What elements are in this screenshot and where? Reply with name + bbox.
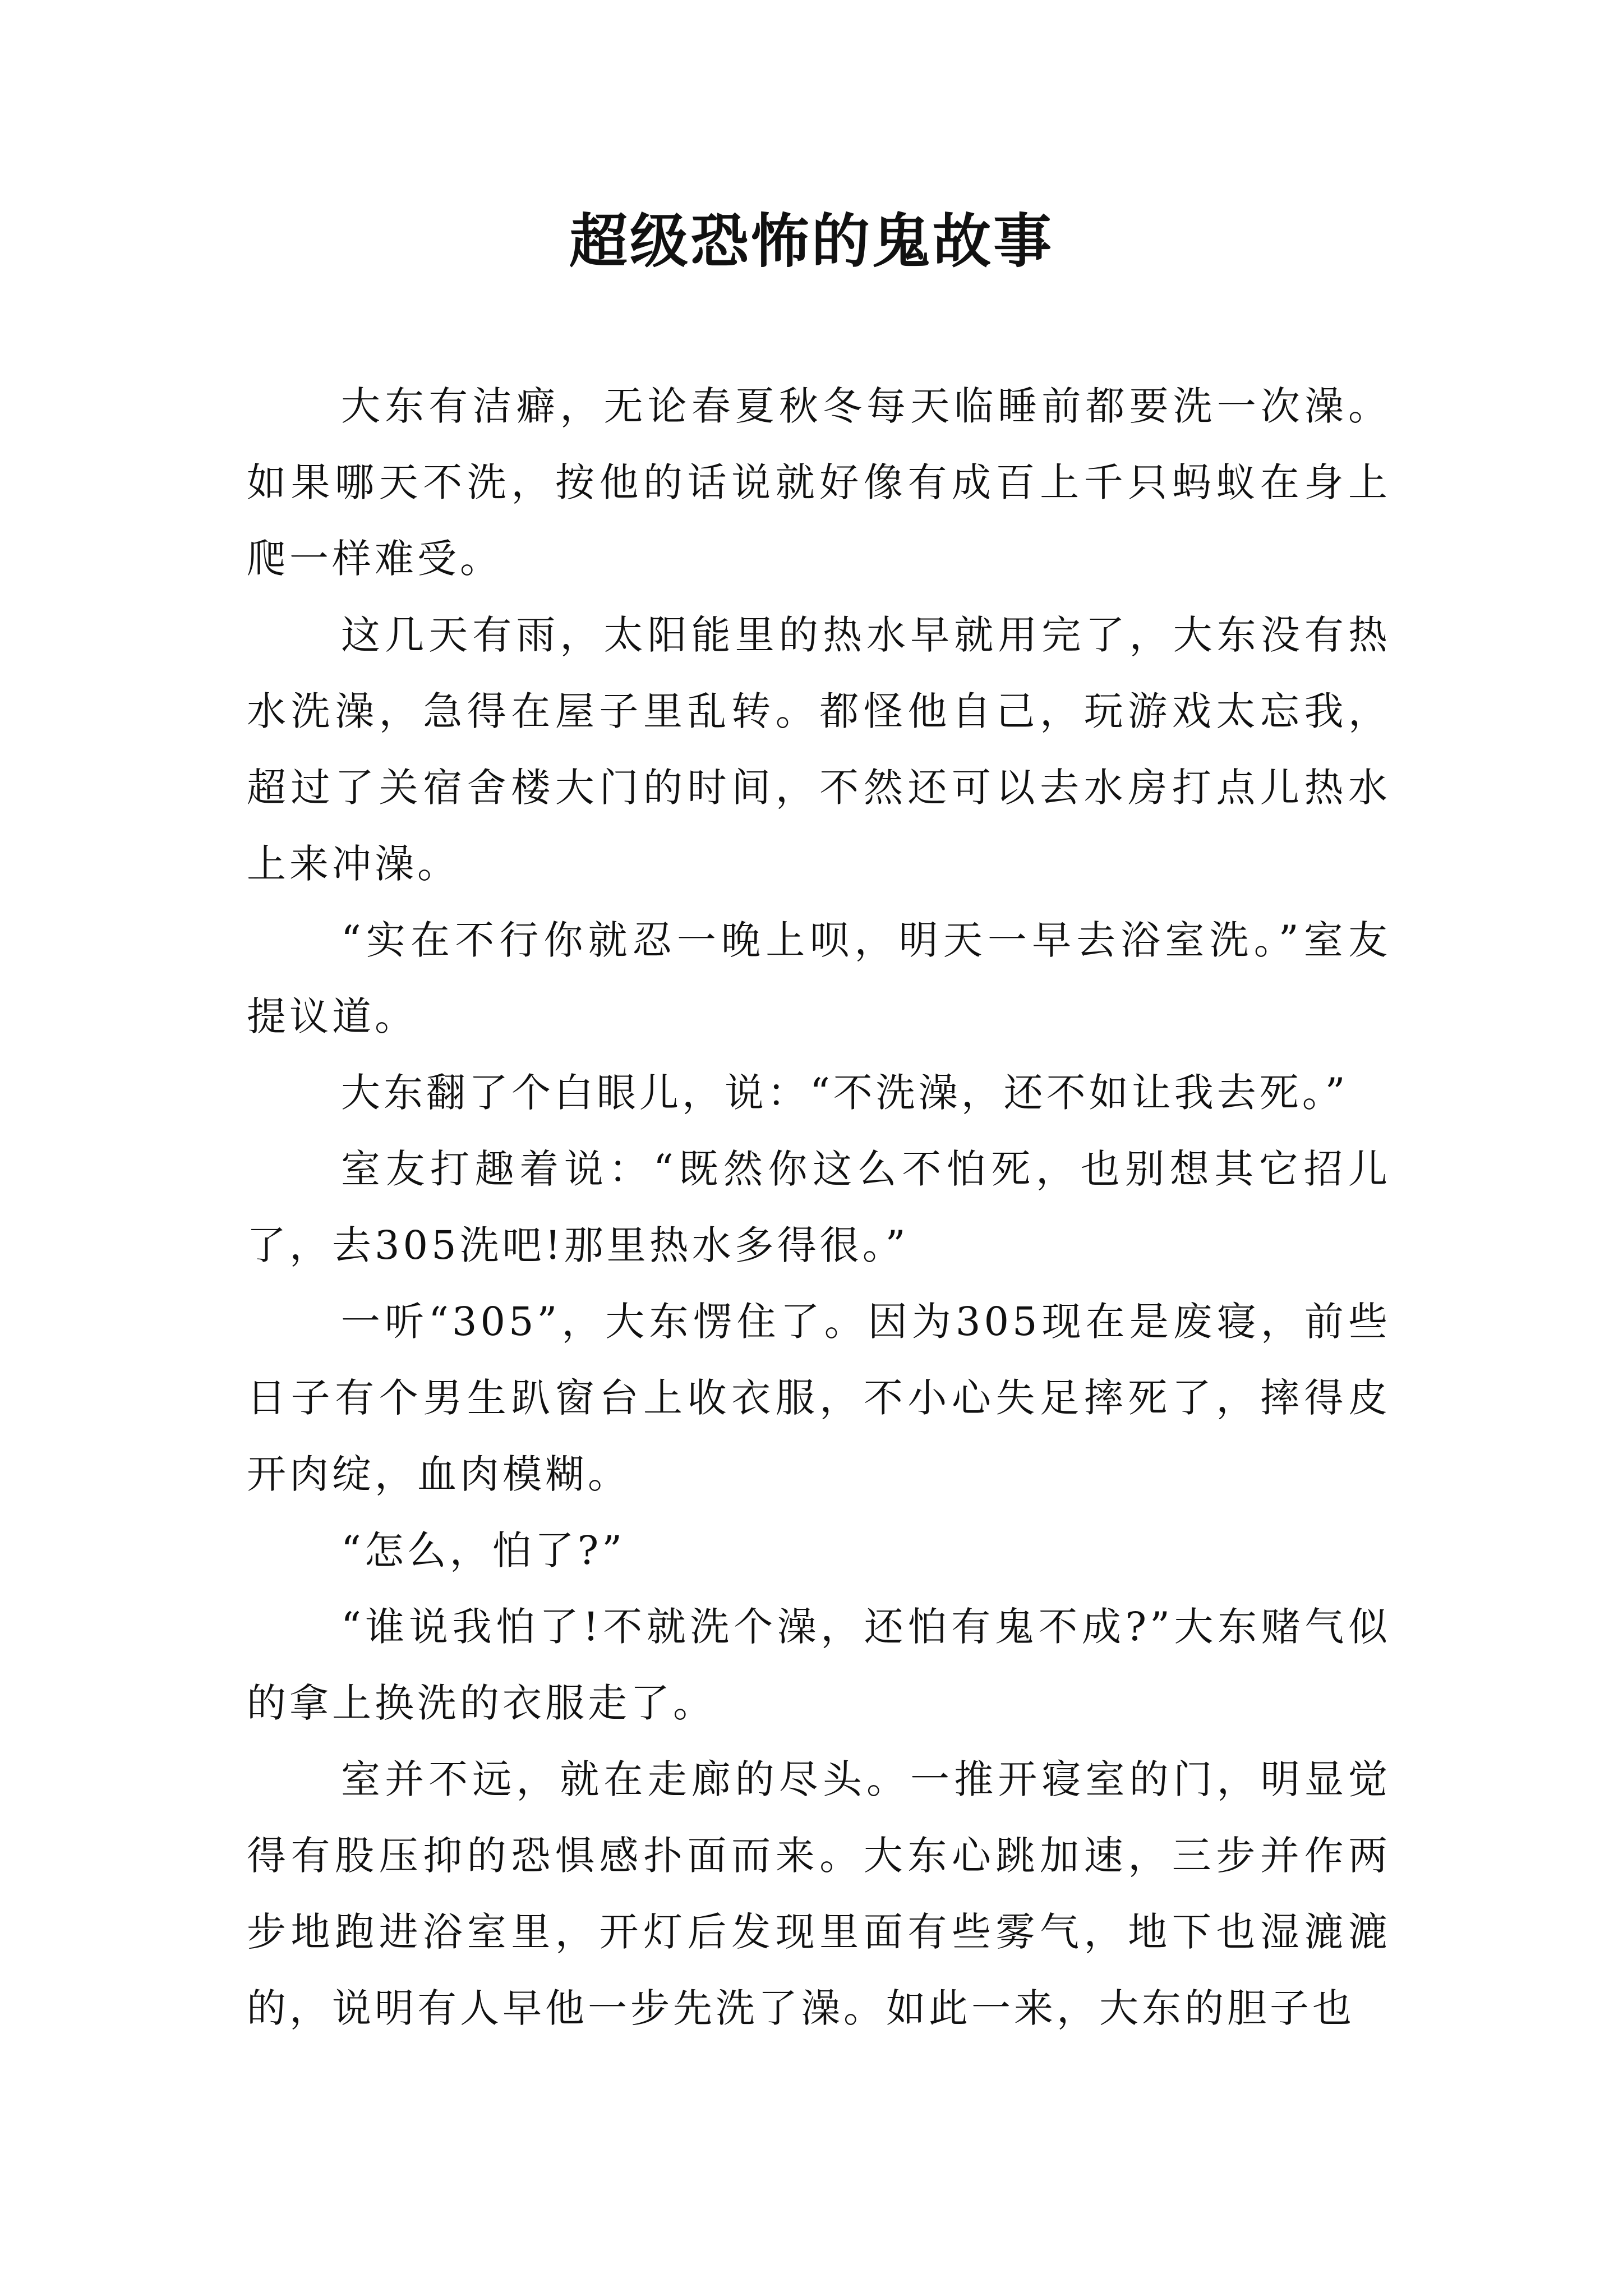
paragraph: 室友打趣着说：“既然你这么不怕死，也别想其它招儿了，去305洗吧!那里热水多得很。” [247, 1146, 1391, 1268]
paragraph: 大东翻了个白眼儿，说：“不洗澡，还不如让我去死。” [341, 1070, 1349, 1116]
paragraph: 室并不远，就在走廊的尽头。一推开寝室的门，明显觉得有股压抑的恐惧感扑面而来。大东心跳加速，三步并作两步地跑进浴室里，开灯后发现里面有些雾气，地下也湿漉漉的，说明有人早他一步先洗了澡。如此一来，大东的胆子也 [247, 1756, 1391, 2031]
document-body [247, 368, 1391, 2046]
paragraph: 一听“305”，大东愣住了。因为305现在是废寝，前些日子有个男生趴窗台上收衣服，不小心失足摔死了，摔得皮开肉绽，血肉模糊。 [247, 1299, 1391, 1497]
paragraph: 这几天有雨，太阳能里的热水早就用完了，大东没有热水洗澡，急得在屋子里乱转。都怪他自己，玩游戏太忘我，超过了关宿舍楼大门的时间，不然还可以去水房打点儿热水上来冲澡。 [247, 612, 1391, 887]
paragraph: “怎么，怕了?” [341, 1527, 626, 1573]
paragraph: 大东有洁癖，无论春夏秋冬每天临睡前都要洗一次澡。如果哪天不洗，按他的话说就好像有成百上千只蚂蚁在身上爬一样难受。 [247, 383, 1391, 582]
document-title: 超级恐怖的鬼故事 [569, 206, 1054, 275]
paragraph: “实在不行你就忍一晚上呗，明天一早去浴室洗。”室友提议道。 [247, 917, 1391, 1039]
paragraph: “谁说我怕了!不就洗个澡，还怕有鬼不成?”大东赌气似的拿上换洗的衣服走了。 [247, 1604, 1391, 1726]
